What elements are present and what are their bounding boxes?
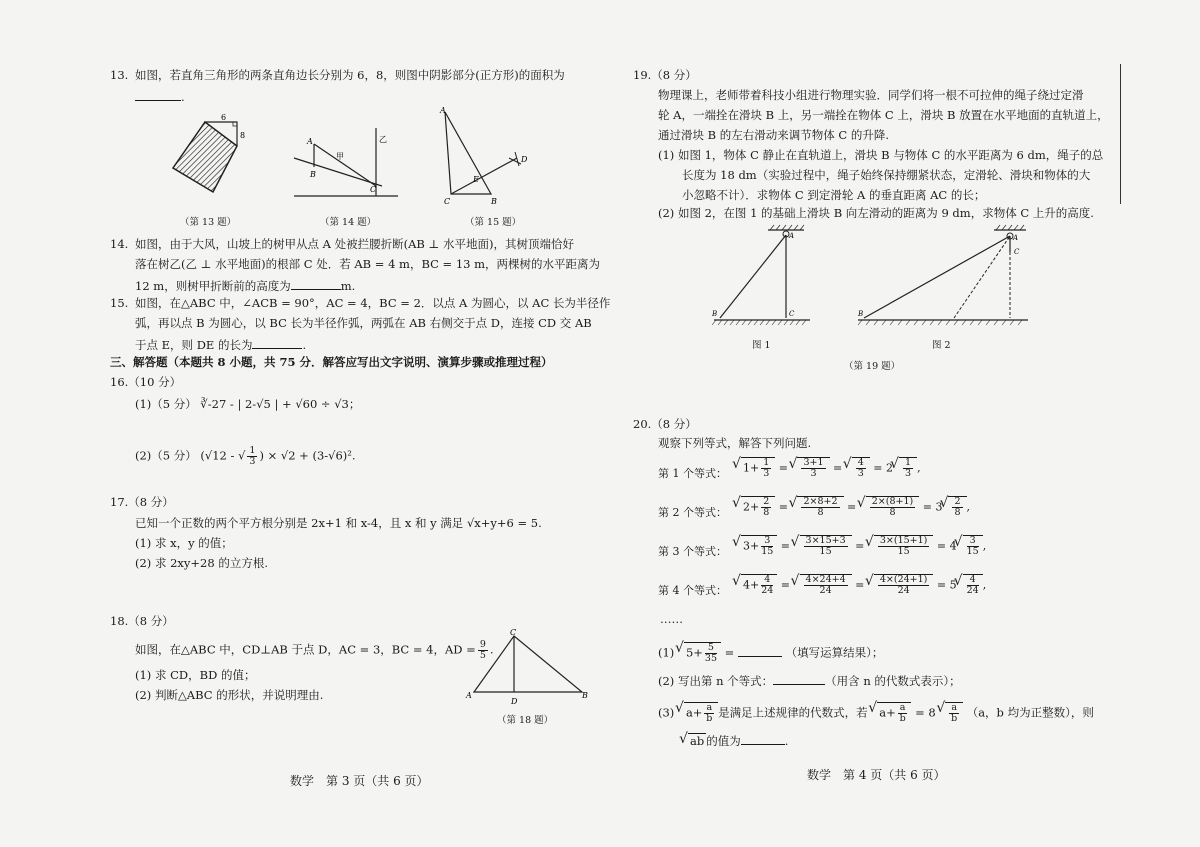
q19-line1: 物理课上，老师带着科技小组进行物理实验．同学们将一根不可拉伸的绳子绕过定滑 (658, 88, 1084, 102)
label-c: C (510, 628, 517, 637)
label-a: A (440, 106, 446, 115)
fig1-label-b: B (712, 310, 718, 318)
q18-line2: (1) 求 CD，BD 的值； (135, 668, 256, 682)
q19-line6: 小忽略不计）．求物体 C 到定滑轮 A 的垂直距离 AC 的长； (682, 188, 986, 202)
q14-unit: m. (340, 279, 356, 293)
right-page-footer: 数学 第 4 页（共 6 页） (807, 768, 946, 782)
q20-part1-expr: √ 5+ $\frac{5}{35}$ (684, 642, 721, 664)
q16-number: 16.（10 分） (110, 375, 182, 389)
eq4-label: 第 4 个等式： (658, 584, 727, 597)
label-yi: 乙 (379, 135, 387, 144)
eq1-expr: √ 1+ $\frac{1}{3}$ = √ $\frac{3+1}{3}$ = √ $\frac{4}{3}$ = 2 √ $\frac{1}{3}$ , (735, 457, 921, 479)
fig1-label-c: C (789, 310, 795, 318)
q20-intro: 观察下列等式，解答下列问题. (658, 436, 812, 450)
q17-line2: (1) 求 x，y 的值； (135, 536, 233, 550)
fig14-caption: （第 14 题） (320, 217, 377, 228)
q19-line2: 轮 A，一端拴在滑块 B 上，另一端拴在物体 C 上，滑块 B 放置在水平地面的直轨道上， (658, 108, 1109, 122)
shaded-square (173, 122, 237, 192)
q20-part2-blank (773, 672, 825, 685)
label-a: A (466, 691, 472, 700)
q16-part2-expr-a: (√12 - (200, 448, 239, 463)
q17-line1: 已知一个正数的两个平方根分别是 2x+1 和 x-4，且 x 和 y 满足 √x+y+6 = 5. (135, 516, 542, 530)
label-6: 6 (221, 113, 227, 122)
label-e: E (473, 175, 479, 184)
q19-line5: 长度为 18 dm（实验过程中，绳子始终保持绷紧状态，定滑轮、滑块和物体的大 (682, 168, 1091, 182)
q16-part2-label: (2)（5 分） (135, 448, 197, 463)
q16-part1-label: (1)（5 分） (135, 397, 197, 411)
page-edge-line (1120, 64, 1121, 204)
q19-number: 19.（8 分） (633, 68, 697, 82)
figure-14 (290, 112, 402, 204)
q17-line3: (2) 求 2xy+28 的立方根. (135, 556, 268, 570)
fig19-caption-2: 图 2 (932, 340, 951, 351)
frac-numerator: 9 (479, 639, 486, 650)
fig19-caption: （第 19 题） (844, 361, 901, 372)
q13-tail: . (181, 90, 185, 104)
section-3-heading: 三、解答题（本题共 8 小题，共 75 分．解答应写出文字说明、演算步骤或推理过程） (110, 355, 553, 369)
q20-part3: (3) √ a+ $\frac{a}{b}$ 是满足上述规律的代数式，若 √ a+ $\frac{a}{b}$ = 8 √ $\frac{a}{b}$ （a，b 均为正整数），则 (658, 702, 1094, 724)
label-jia: 甲 (336, 152, 344, 161)
label-a: A (307, 137, 313, 146)
q18-number: 18.（8 分） (110, 614, 174, 628)
fig18-caption: （第 18 题） (497, 715, 554, 726)
label-b: B (582, 691, 588, 700)
q14-line3-text: 12 m，则树甲折断前的高度为 (135, 279, 291, 293)
q20-part3-blank (741, 732, 785, 745)
q15-number: 15. (110, 296, 129, 310)
q15-line3-text: 于点 E，则 DE 的长为 (135, 338, 253, 352)
fig13-caption: （第 13 题） (180, 217, 237, 228)
left-page-footer: 数学 第 3 页（共 6 页） (290, 774, 429, 788)
q19-line7: (2) 如图 2，在图 1 的基础上滑块 B 向左滑动的距离为 9 dm，求物体 C 上升的高度. (658, 206, 1094, 220)
frac-denominator: 5 (479, 650, 486, 661)
q16-part2-sqrt: √ (238, 448, 246, 463)
q16-part1-expr: ∛-27 - | 2-√5 | + √60 ÷ √3； (200, 397, 361, 411)
figure-13 (165, 112, 255, 214)
label-8: 8 (240, 131, 246, 140)
figure-19 (708, 222, 1033, 330)
q15-blank (252, 336, 302, 349)
eq1-label: 第 1 个等式： (658, 467, 727, 480)
fig15-caption: （第 15 题） (465, 217, 522, 228)
label-c: C (444, 197, 451, 206)
q19-line3: 通过滑块 B 的左右滑动来调节物体 C 的升降. (658, 128, 890, 142)
figure-18 (462, 626, 592, 708)
figure-15 (435, 106, 535, 206)
eq3-label: 第 3 个等式： (658, 545, 727, 558)
eq2-label: 第 2 个等式： (658, 506, 727, 519)
label-c: C (370, 185, 377, 194)
q15-line2: 弧，再以点 B 为圆心，以 BC 长为半径作弧，两弧在 AB 右侧交于点 D，连接 CD 交 AB (135, 316, 592, 330)
q16-frac (247, 446, 257, 467)
eq2-expr: √ 2+ $\frac{2}{8}$ = √ $\frac{2\times 8+2}{8}$ = √ $\frac{2\times(8+1)}{8}$ = 3 √ $\frac{2}{8}$ , (735, 496, 970, 518)
q15-line1: 如图，在△ABC 中，∠ACB = 90°，AC = 4，BC = 2．以点 A 为圆心，以 AC 长为半径作 (135, 296, 611, 310)
label-d: D (521, 155, 528, 164)
q16-part1 (135, 397, 360, 411)
label-b: B (491, 197, 497, 206)
q14-line1: 如图，由于大风，山坡上的树甲从点 A 处被拦腰折断(AB ⊥ 水平地面)，其树顶端恰好 (135, 237, 574, 251)
fig2-label-b: B (858, 310, 864, 318)
q14-blank (291, 277, 341, 290)
q20-part2: (2) 写出第 n 个等式： （用含 n 的代数式表示）； (658, 674, 961, 688)
q14-line3 (135, 277, 355, 293)
q13-text: 如图，若直角三角形的两条直角边长分别为 6，8，则图中阴影部分(正方形)的面积为 (135, 68, 565, 82)
eq3-expr: √ 3+ $\frac{3}{15}$ = √ $\frac{3\times 15+3}{15}$ = √ $\frac{3\times(15+1)}{15}$ = 4 √ $\frac{3}{15}$ , (735, 535, 986, 557)
label-b: B (310, 170, 316, 179)
q13-answer-line (135, 88, 185, 104)
fig1-label-a: A (789, 232, 795, 240)
fig19-caption-1: 图 1 (752, 340, 771, 351)
eq4-expr: √ 4+ $\frac{4}{24}$ = √ $\frac{4\times 24+4}{24}$ = √ $\frac{4\times(24+1)}{24}$ = 5 √ $\frac{4}{24}$ , (735, 574, 986, 596)
ellipsis: …… (660, 612, 683, 626)
q20-part1: (1) √ 5+ $\frac{5}{35}$ = （填写运算结果）； (658, 642, 883, 664)
q14-number: 14. (110, 237, 129, 251)
q20-number: 20.（8 分） (633, 417, 697, 431)
frac-denominator: 3 (249, 456, 256, 467)
q15-line3 (135, 336, 306, 352)
label-d: D (511, 697, 518, 706)
q16-part2-expr-b: ) × √2 + (3-√6)². (259, 448, 356, 463)
frac-numerator: 1 (249, 445, 256, 456)
q19-line4: (1) 如图 1，物体 C 静止在直轨道上，滑块 B 与物体 C 的水平距离为 6 dm，绳子的总 (658, 148, 1104, 162)
q18-line3: (2) 判断△ABC 的形状，并说明理由. (135, 688, 324, 702)
fig2-label-c: C (1014, 248, 1020, 256)
q13-number: 13. (110, 68, 129, 82)
q20-part1-blank (738, 644, 782, 657)
q14-line2: 落在树乙(乙 ⊥ 水平地面)的根部 C 处．若 AB = 4 m，BC = 13 m，两棵树的水平距离为 (135, 257, 601, 271)
q18-line1: 如图，在△ABC 中，CD⊥AB 于点 D，AC = 3，BC = 4，AD = $\frac{9}{5}$ . (135, 639, 494, 661)
q13-blank (135, 88, 181, 101)
q15-tail: . (302, 338, 307, 352)
q20-part3-line2: √ ab 的值为 . (682, 732, 788, 748)
q16-part2 (135, 446, 356, 467)
fig2-label-a: A (1013, 234, 1019, 242)
q17-number: 17.（8 分） (110, 495, 174, 509)
q18-line1-text: 如图，在△ABC 中，CD⊥AB 于点 D，AC = 3，BC = 4，AD = (135, 642, 476, 657)
